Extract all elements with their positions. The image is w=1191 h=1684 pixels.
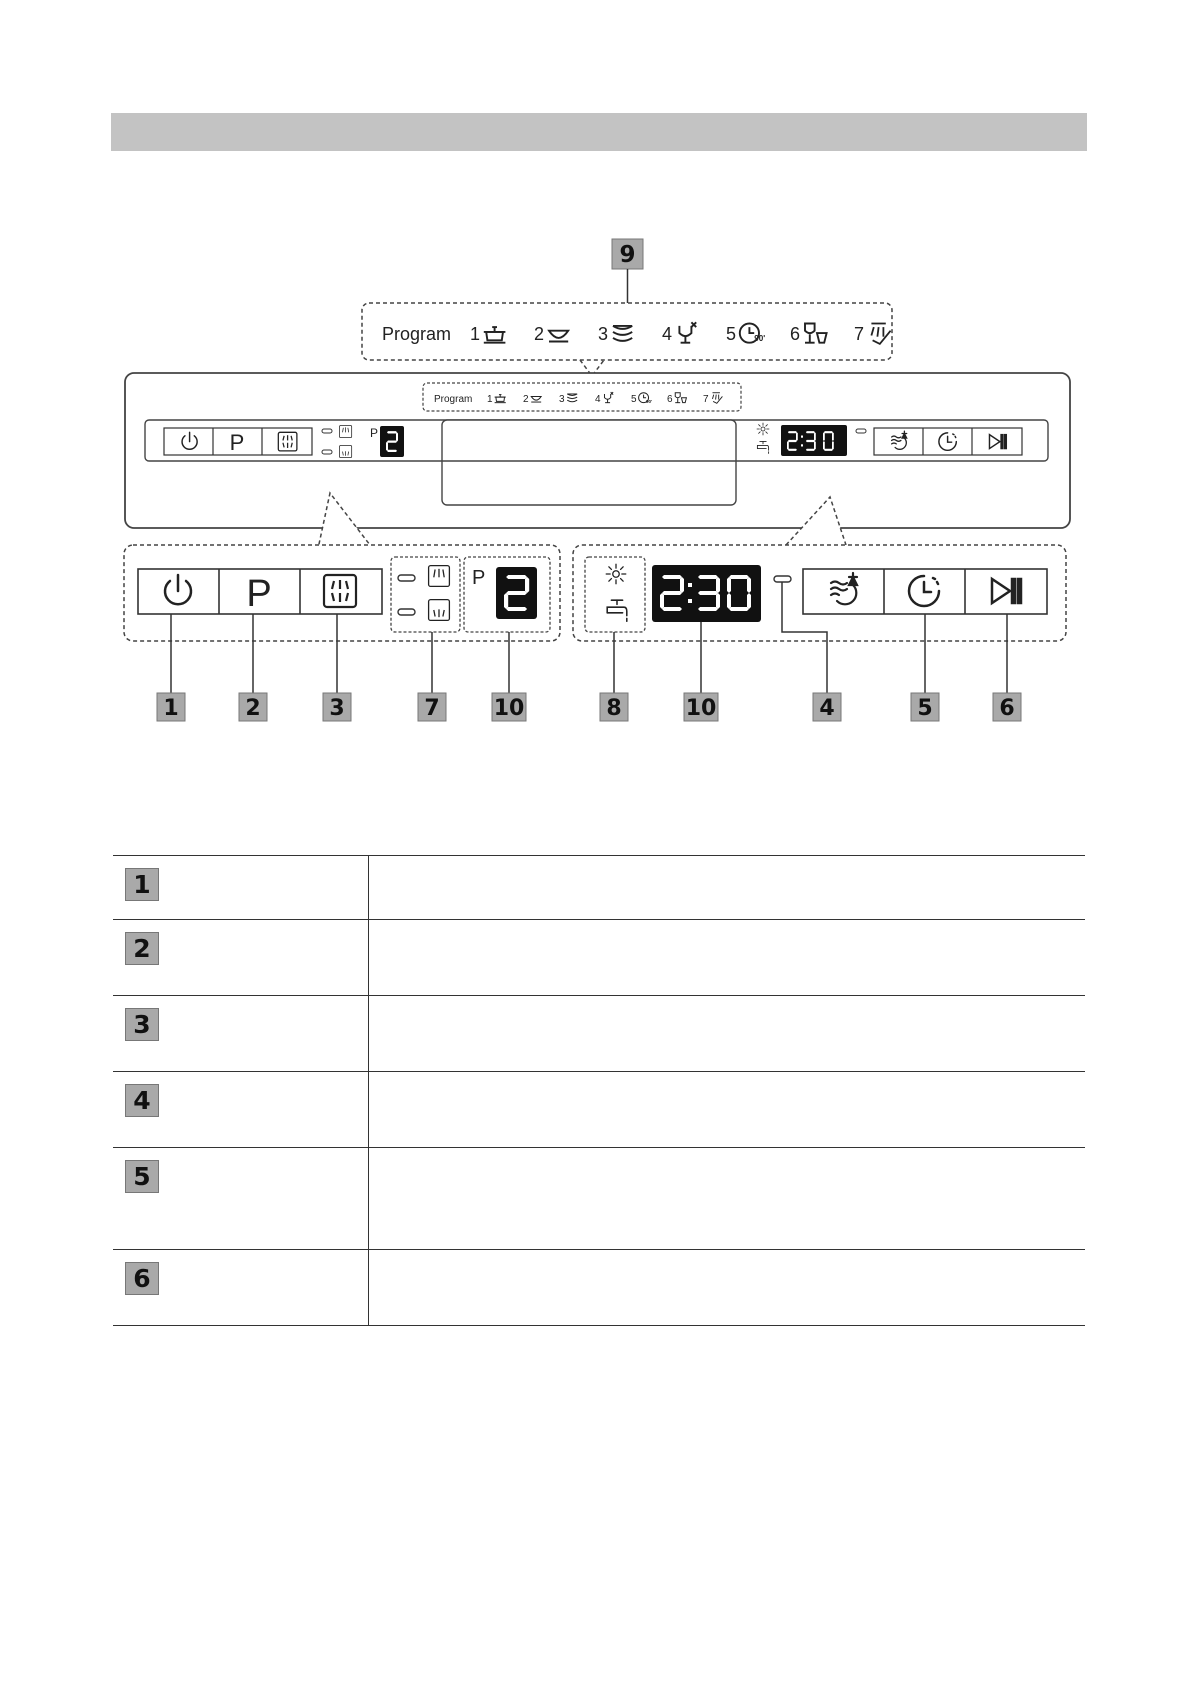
table-row [113, 1072, 1085, 1148]
table-number-cell [113, 1072, 369, 1148]
big-program-number: 4 [662, 324, 673, 344]
big-timer-badge: 90' [754, 334, 766, 343]
program-button-small-label: P [229, 430, 245, 455]
small-prefix: P [370, 426, 379, 440]
small-program-number: 1 [487, 394, 493, 405]
callout-number: 7 [424, 696, 440, 721]
table-description-cell [369, 920, 1086, 996]
callout-number: 5 [917, 696, 933, 721]
table-number-badge: 3 [125, 1008, 159, 1041]
big-program-number: 2 [534, 324, 545, 344]
table-number-badge: 4 [125, 1084, 159, 1117]
small-timer-badge: 90' [646, 399, 653, 404]
small-program-number: 2 [523, 394, 529, 405]
program-label: Program [382, 324, 452, 344]
table-description-cell [369, 1072, 1086, 1148]
callout-description-table [113, 855, 1085, 1326]
big-program-number: 1 [470, 324, 481, 344]
left-button-group-enlarged [124, 545, 560, 641]
svg-text:9: 9 [619, 242, 636, 268]
program-button-label: P [246, 573, 272, 615]
table-row [113, 1250, 1085, 1326]
big-program-number: 6 [790, 324, 801, 344]
table-row [113, 1148, 1085, 1250]
program-label-small: Program [434, 394, 473, 405]
big-program-number: 7 [854, 324, 865, 344]
small-program-number: 4 [595, 394, 601, 405]
callout-number: 6 [999, 696, 1015, 721]
table-description-cell [369, 1250, 1086, 1326]
program-button[interactable] [246, 573, 271, 615]
small-program-number: 7 [703, 394, 709, 405]
callout-numbers [157, 693, 1021, 721]
table-number-badge: 6 [125, 1262, 159, 1295]
small-program-number: 3 [559, 394, 565, 405]
callout-number: 10 [685, 696, 717, 721]
callout-number: 3 [329, 696, 345, 721]
callout-9 [612, 239, 643, 303]
big-program-number: 3 [598, 324, 609, 344]
table-number-badge: 1 [125, 868, 159, 901]
callout-number: 8 [606, 696, 622, 721]
small-program-number: 5 [631, 394, 637, 405]
table-number-cell [113, 856, 369, 920]
table-row [113, 856, 1085, 920]
table-number-cell [113, 1148, 369, 1250]
callout-number: 10 [493, 696, 525, 721]
table-number-cell [113, 1250, 369, 1326]
program-strip-enlarged [362, 303, 892, 376]
table-number-cell [113, 996, 369, 1072]
control-panel-diagram [0, 0, 1191, 760]
table-row [113, 920, 1085, 996]
program-prefix: P [472, 567, 486, 589]
control-panel [125, 373, 1070, 558]
small-program-number: 6 [667, 394, 673, 405]
right-button-group-enlarged [573, 545, 1066, 641]
table-number-cell [113, 920, 369, 996]
table-number-badge: 2 [125, 932, 159, 965]
table-row [113, 996, 1085, 1072]
callout-number: 1 [163, 696, 179, 721]
table-number-badge: 5 [125, 1160, 159, 1193]
callout-number: 2 [245, 696, 261, 721]
big-program-number: 5 [726, 324, 737, 344]
table-description-cell [369, 996, 1086, 1072]
table-description-cell [369, 1148, 1086, 1250]
table-description-cell [369, 856, 1086, 920]
callout-number: 4 [819, 696, 835, 721]
